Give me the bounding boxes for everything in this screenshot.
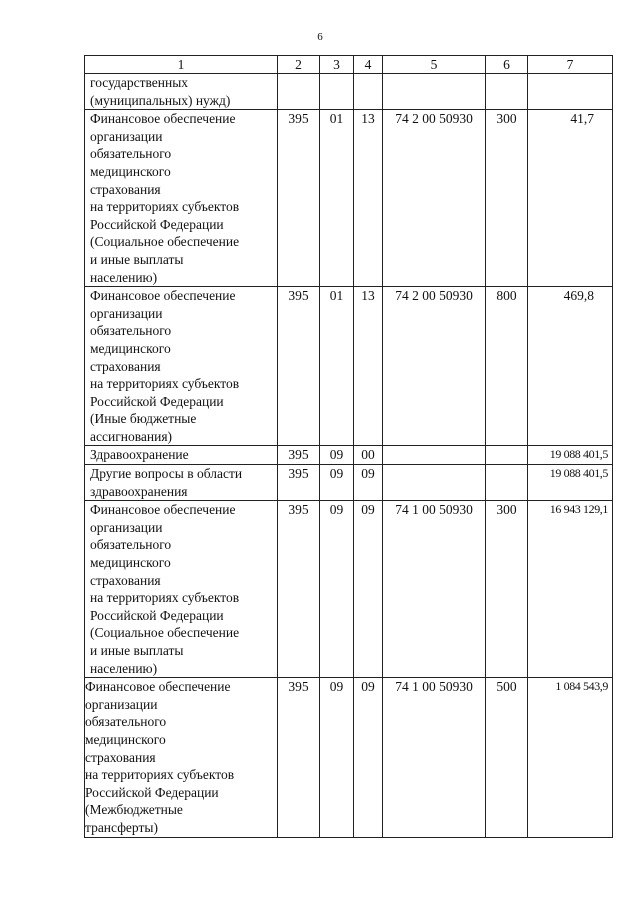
expense-type-cell: 300: [486, 110, 528, 287]
target-article-cell: 74 1 00 50930: [383, 501, 486, 678]
name-cell: Другие вопросы в области здравоохранения: [85, 465, 278, 501]
subsection-code-cell: 09: [354, 501, 383, 678]
section-code-cell: [320, 74, 354, 110]
target-article-cell: [383, 74, 486, 110]
section-code-cell: 01: [320, 110, 354, 287]
subsection-code-cell: 09: [354, 465, 383, 501]
target-article-cell: [383, 465, 486, 501]
subsection-code-cell: 00: [354, 446, 383, 465]
header-cell: 6: [486, 56, 528, 74]
name-cell: Финансовое обеспечение организации обязательного медицинского страхования на территориях субъектов Российской Федерации (Иные бюджетные ассигнования): [85, 287, 278, 446]
expense-type-cell: [486, 74, 528, 110]
admin-code-cell: 395: [278, 287, 320, 446]
admin-code-cell: 395: [278, 465, 320, 501]
table-row: [85, 678, 613, 837]
page-number: 6: [317, 31, 323, 43]
target-article-cell: 74 1 00 50930: [383, 678, 486, 837]
subsection-code-cell: 13: [354, 110, 383, 287]
name-cell: Финансовое обеспечение организации обязательного медицинского страхования на территориях субъектов Российской Федерации (Социальное обеспечение и иные выплаты населению): [85, 110, 278, 287]
section-code-cell: 09: [320, 465, 354, 501]
table-row: [85, 74, 613, 110]
amount-cell: 1 084 543,9: [528, 678, 613, 837]
table-row: [85, 465, 613, 501]
admin-code-cell: [278, 74, 320, 110]
section-code-cell: 09: [320, 446, 354, 465]
name-cell: Здравоохранение: [85, 446, 278, 465]
header-cell: 1: [85, 56, 278, 74]
table-row: [85, 110, 613, 287]
target-article-cell: 74 2 00 50930: [383, 287, 486, 446]
budget-table: [84, 55, 613, 838]
header-cell: 4: [354, 56, 383, 74]
admin-code-cell: 395: [278, 110, 320, 287]
admin-code-cell: 395: [278, 501, 320, 678]
expense-type-cell: 500: [486, 678, 528, 837]
admin-code-cell: 395: [278, 446, 320, 465]
table-header-row: [85, 56, 613, 74]
name-cell: государственных (муниципальных) нужд): [85, 74, 278, 110]
section-code-cell: 09: [320, 501, 354, 678]
amount-cell: 19 088 401,5: [528, 465, 613, 501]
amount-cell: 41,7: [528, 110, 613, 287]
header-cell: 5: [383, 56, 486, 74]
section-code-cell: 01: [320, 287, 354, 446]
section-code-cell: 09: [320, 678, 354, 837]
name-cell: Финансовое обеспечение организации обязательного медицинского страхования на территориях субъектов Российской Федерации (Социальное обеспечение и иные выплаты населению): [85, 501, 278, 678]
admin-code-cell: 395: [278, 678, 320, 837]
amount-cell: 469,8: [528, 287, 613, 446]
amount-cell: [528, 74, 613, 110]
amount-cell: 19 088 401,5: [528, 446, 613, 465]
header-cell: 3: [320, 56, 354, 74]
target-article-cell: 74 2 00 50930: [383, 110, 486, 287]
target-article-cell: [383, 446, 486, 465]
subsection-code-cell: [354, 74, 383, 110]
name-cell: Финансовое обеспечение организации обязательного медицинского страхования на территориях субъектов Российской Федерации (Межбюджетные трансферты): [85, 678, 278, 837]
expense-type-cell: [486, 446, 528, 465]
subsection-code-cell: 13: [354, 287, 383, 446]
header-cell: 7: [528, 56, 613, 74]
table-row: [85, 501, 613, 678]
table-row: [85, 287, 613, 446]
subsection-code-cell: 09: [354, 678, 383, 837]
header-cell: 2: [278, 56, 320, 74]
amount-cell: 16 943 129,1: [528, 501, 613, 678]
expense-type-cell: 300: [486, 501, 528, 678]
table-row: [85, 446, 613, 465]
expense-type-cell: 800: [486, 287, 528, 446]
expense-type-cell: [486, 465, 528, 501]
